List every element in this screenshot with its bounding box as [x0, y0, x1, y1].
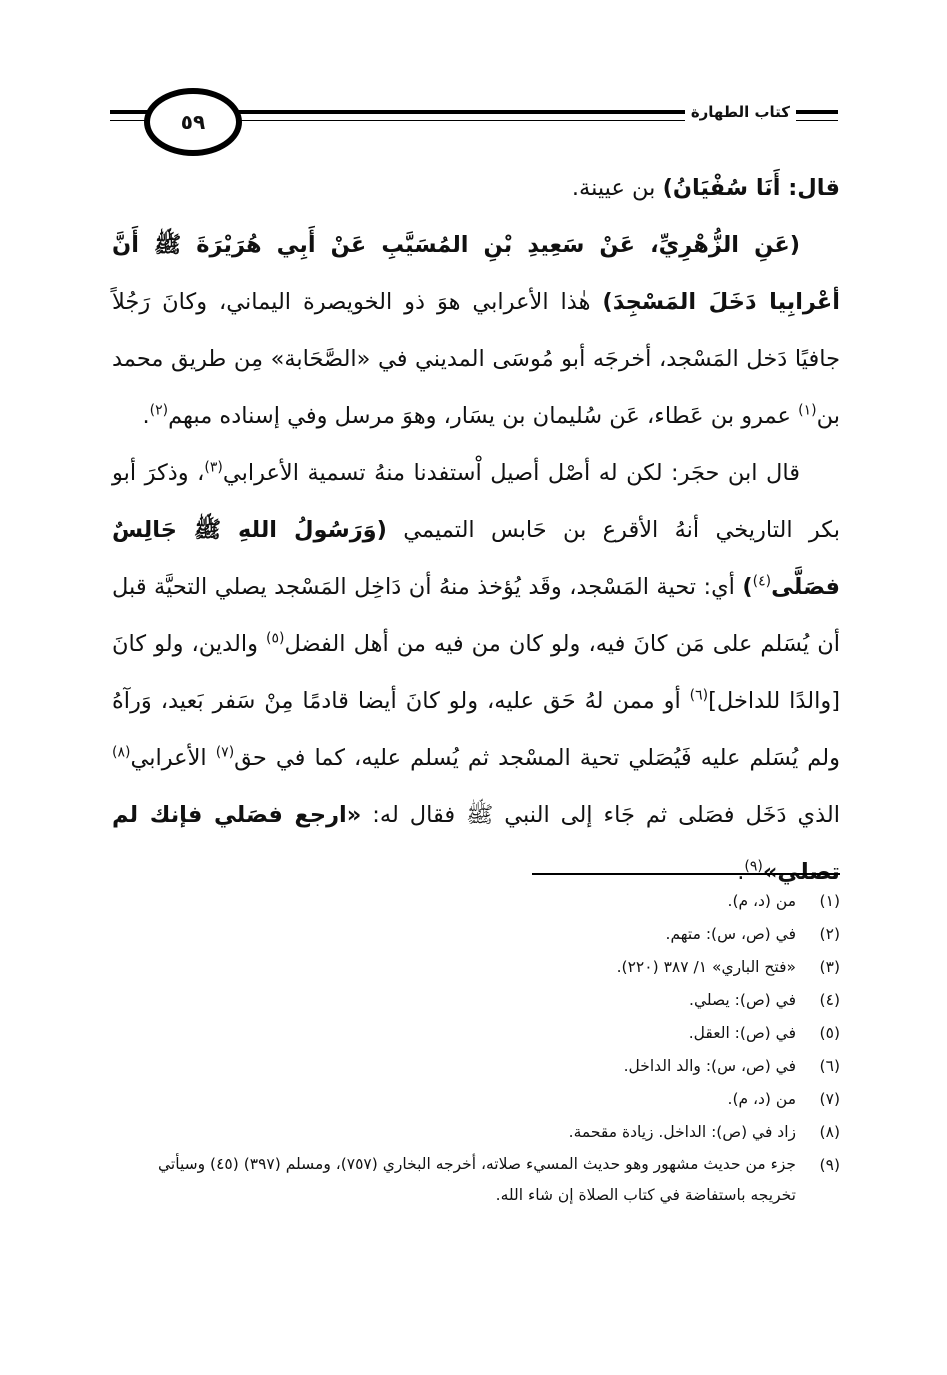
footnote-item — [112, 1083, 840, 1116]
p3-text4: والدين، ولو كانَ [والدًا للداخل] — [112, 631, 840, 714]
footnote-text: في (ص، س): متهم. — [665, 925, 796, 943]
paragraph-2 — [112, 217, 840, 445]
p1-rest: بن عيينة. — [571, 175, 663, 201]
p2-bold: (عَنِ الزُّهْرِيِّ، عَنْ سَعِيدِ بْنِ المُسَيَّبِ عَنْ أَبِي هُرَيْرَةَ ﷺ أَنَّ أعْرابِيا دَخَلَ المَسْجِدَ) — [112, 232, 840, 315]
footnote-ref-5[interactable]: (٥) — [266, 630, 285, 647]
header-rule-left — [110, 110, 150, 114]
p3-text7: الذي دَخَل فصَلى ثم جَاء إلى النبي ﷺ فقال له: — [361, 802, 841, 828]
footnote-number: (٦) — [819, 1057, 840, 1075]
p3-text2: ، وذكرَ أبو بكر التاريخي أنهُ الأقرع بن حَابس التميمي — [112, 460, 840, 543]
p3-bold1-end: ) — [742, 574, 753, 600]
footnote-ref-3[interactable]: (٣) — [204, 459, 223, 476]
p3-text6: الأعرابي — [130, 745, 216, 771]
footnote-item — [112, 1050, 840, 1083]
page-number-badge — [144, 88, 242, 156]
chapter-title: كتاب الطهارة — [685, 103, 796, 121]
footnotes — [112, 885, 840, 1211]
p3-bold2: «ارجع فصَلي فإنك لم تصلي» — [112, 802, 840, 885]
paragraph-1 — [112, 160, 840, 217]
footnote-item — [112, 951, 840, 984]
p2-text2: عمرو بن عَطاء، عَن سُليمان بن يسَار، وهوَ مرسل وفي إسناده مبهم — [168, 403, 799, 429]
p1-bold: أَنَا سُفْيَانُ) — [662, 175, 781, 201]
footnote-number: (٨) — [819, 1123, 840, 1141]
footnote-number: (١) — [819, 892, 840, 910]
footnote-separator — [532, 873, 840, 875]
footnote-ref-8[interactable]: (٨) — [112, 744, 131, 761]
p2-text1: هٰذا الأعرابي هوَ ذو الخويصرة اليماني، وكانَ رَجُلاً جافيًا دَخل المَسْجد، أخرجَه أبو مُوسَى المديني في «الصَّحَابة» مِن طريق محمد بن — [112, 289, 840, 429]
footnote-ref-1[interactable]: (١) — [798, 402, 817, 419]
footnote-ref-7[interactable]: (٧) — [215, 744, 235, 761]
footnote-ref-4[interactable]: (٤) — [752, 573, 772, 590]
p3-text5: أو ممن لهُ حَق عليه، ولو كانَ أيضا قادمًا مِنْ سَفر بَعيد، وَرآهُ ولم يُسَلم عليه فَيُصَلي تحية المسْجد ثم يُسلم عليه، كما في حق — [112, 688, 840, 771]
paragraph-3 — [112, 445, 840, 901]
p2-end: . — [142, 403, 150, 429]
footnote-number: (٧) — [819, 1090, 840, 1108]
p3-text3: أي: تحية المَسْجد، وقَد يُؤخذ منهُ أن دَاخِل المَسْجد يصلي التحيَّة قبل أن يُسَلم على مَن كانَ فيه، ولو كان من فيه من أهل الفضل — [112, 574, 840, 657]
footnote-item — [112, 885, 840, 918]
footnote-text: في (ص): العقل. — [688, 1024, 796, 1042]
footnote-text: من (د، م). — [727, 892, 796, 910]
footnote-item — [112, 1017, 840, 1050]
footnote-text: من (د، م). — [727, 1090, 796, 1108]
footnote-text: «فتح الباري» ١/ ٣٨٧ (٢٢٠). — [616, 958, 796, 976]
p3-bold1: (وَرَسُولُ اللهِ ﷺ جَالِسٌ فصَلَّى — [112, 517, 840, 600]
footnote-number: (٥) — [819, 1024, 840, 1042]
footnote-number: (٤) — [819, 991, 840, 1009]
footnote-number: (٣) — [819, 958, 840, 976]
footnote-text: في (ص): يصلي. — [689, 991, 796, 1009]
footnote-ref-9[interactable]: (٩) — [744, 858, 763, 875]
footnote-number: (٢) — [819, 925, 840, 943]
footnote-item — [112, 1116, 840, 1149]
footnote-text: جزء من حديث مشهور وهو حديث المسيء صلاته، أخرجه البخاري (٧٥٧)، ومسلم (٣٩٧) (٤٥) وسيأتي تخريجه باستفاضة في كتاب الصلاة إن شاء الله. — [158, 1155, 796, 1204]
p3-text1: قال ابن حجَر: لكن له أصْل أصيل اْستفدنا منهُ تسمية الأعرابي — [222, 460, 800, 486]
footnote-item — [112, 984, 840, 1017]
p1-label: قال: — [780, 175, 840, 201]
footnote-item — [112, 918, 840, 951]
page-header — [110, 88, 838, 148]
footnote-number: (٩) — [819, 1156, 840, 1174]
main-text — [112, 160, 840, 901]
p3-end: . — [737, 859, 745, 885]
page-number: ٥٩ — [180, 110, 206, 134]
footnote-item — [112, 1149, 840, 1211]
footnote-text: في (ص، س): والد الداخل. — [623, 1057, 796, 1075]
footnote-ref-2[interactable]: (٢) — [149, 402, 169, 419]
footnote-text: زاد في (ص): الداخل. زيادة مقحمة. — [568, 1123, 796, 1141]
footnote-ref-6[interactable]: (٦) — [689, 687, 709, 704]
